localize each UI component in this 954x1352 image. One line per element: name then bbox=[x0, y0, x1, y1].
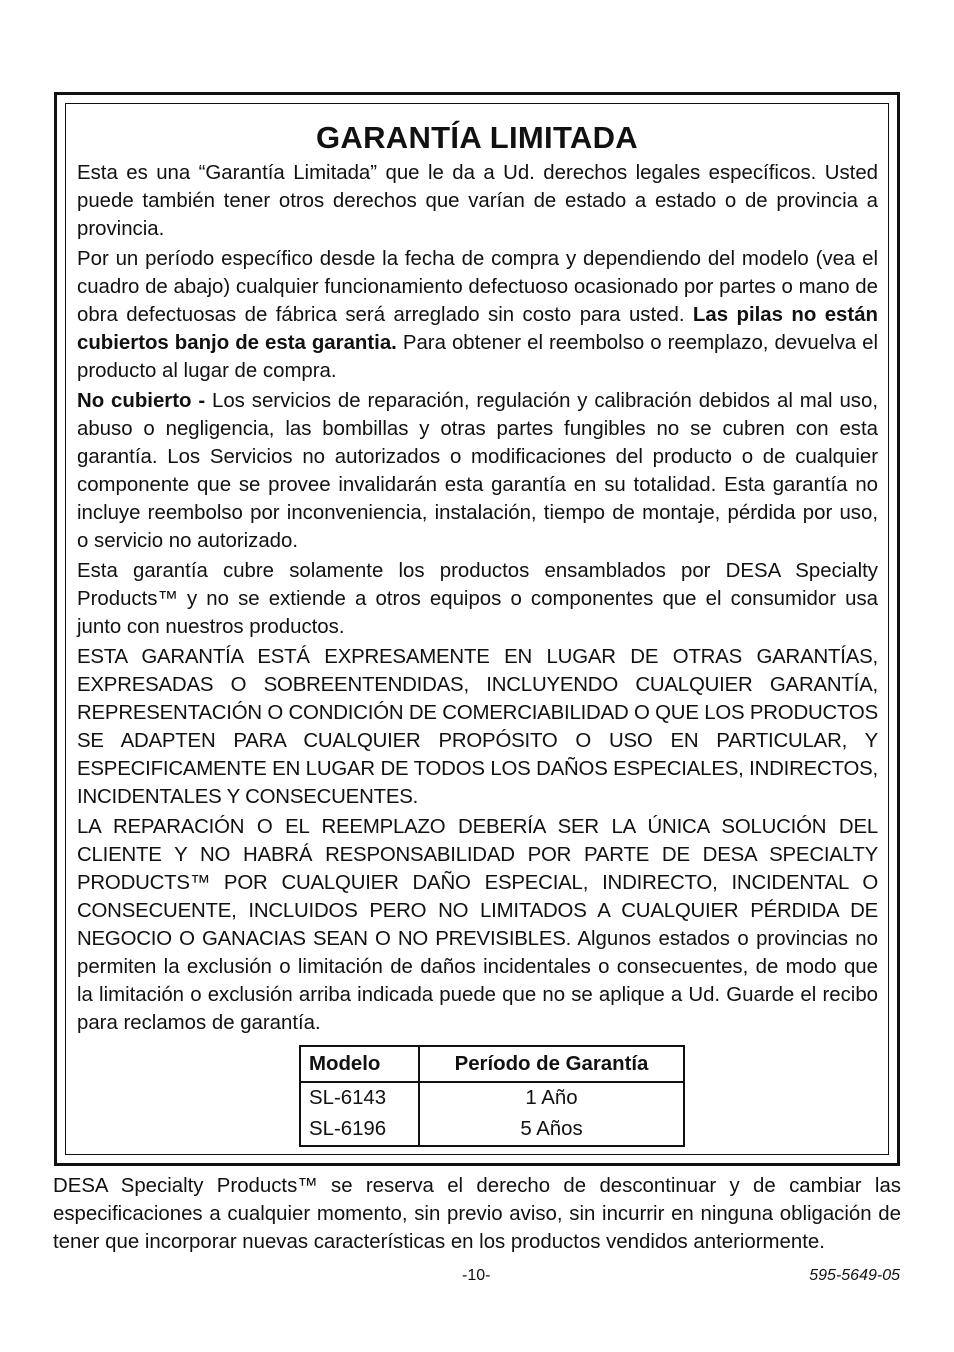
footer-notice: DESA Specialty Products™ se reserva el derecho de descontinuar y de cambiar las especificaciones a cualquier momento, sin previo aviso, sin incurrir en ninguna obligación de tener que incorporar nuevas características en los productos vendidos anteriormente. bbox=[53, 1175, 901, 1253]
remedy-paragraph bbox=[77, 813, 878, 1037]
disclaimer-paragraph bbox=[77, 643, 878, 811]
not-covered-label: No cubierto - bbox=[77, 390, 206, 412]
intro-paragraph bbox=[77, 159, 878, 243]
page-number: -10- bbox=[462, 1267, 491, 1284]
disclaimer-text: ESTA GARANTÍA ESTÁ EXPRESAMENTE EN LUGAR DE OTRAS GARANTÍAS, EXPRESADAS O SOBREENTENDIDAS, INCLUYENDO CUALQUIER GARANTÍA, REPRESENTACIÓN O CONDICIÓN DE COMERCIABILIDAD O QUE LOS PRODUCTOS SE ADAPTEN PARA CUALQUIER PROPÓSITO O USO EN PARTICULAR, Y ESPECIFICAMENTE EN LUGAR DE TODOS LOS DAÑOS ESPECIALES, INDIRECTOS, INCIDENTALES Y CONSECUENTES. bbox=[77, 646, 878, 808]
scope-paragraph bbox=[77, 557, 878, 641]
warranty-inner-border bbox=[65, 103, 889, 1155]
table-header-row bbox=[300, 1046, 684, 1082]
coverage-text-start: Por un período específico desde la fecha de compra y dependiendo del modelo (vea el cuadro de abajo) cualquier funcionamiento defectuoso ocasionado por partes o mano de obra defectuosas de fábrica será arreglado sin costo para usted. bbox=[77, 248, 878, 326]
coverage-text-end: Para obtener el reembolso o reemplazo, devuelva el producto al lugar de compra. bbox=[77, 332, 878, 382]
remedy-rest-text: Algunos estados o provincias no permiten la exclusión o limitación de daños incidentales o consecuentes, de modo que la limitación o exclusión arriba indicada puede que no se aplique a Ud. Guarde el recibo para reclamos de garantía. bbox=[77, 928, 878, 1034]
period-cell: 5 Años bbox=[520, 1118, 583, 1140]
table-row bbox=[300, 1082, 684, 1114]
batteries-notice: Las pilas no están cubiertos banjo de esta garantia. bbox=[77, 304, 878, 354]
model-cell: SL-6143 bbox=[300, 1082, 419, 1114]
scope-text: Esta garantía cubre solamente los productos ensamblados por DESA Specialty Products™ y no se extiende a otros equipos o componentes que el consumidor usa junto con nuestros productos. bbox=[77, 560, 878, 638]
intro-text: Esta es una “Garantía Limitada” que le da a Ud. derechos legales específicos. Usted puede también tener otros derechos que varían de estado a estado o de provincia a provincia. bbox=[77, 162, 878, 240]
coverage-paragraph bbox=[77, 245, 878, 385]
warranty-period-table bbox=[299, 1045, 685, 1147]
not-covered-paragraph bbox=[77, 387, 878, 555]
period-cell: 1 Año bbox=[525, 1087, 578, 1109]
model-cell: SL-6196 bbox=[300, 1114, 419, 1146]
period-column-header: Período de Garantía bbox=[419, 1046, 684, 1082]
document-number: 595-5649-05 bbox=[809, 1267, 900, 1284]
warranty-title: GARANTÍA LIMITADA bbox=[316, 120, 638, 155]
remedy-upper-text: LA REPARACIÓN O EL REEMPLAZO DEBERÍA SER LA ÚNICA SOLUCIÓN DEL CLIENTE Y NO HABRÁ RESPONSABILIDAD POR PARTE DE DESA SPECIALTY PRODUCTS™ POR CUALQUIER DAÑO ESPECIAL, INDIRECTO, INCIDENTAL O CONSECUENTE, INCLUIDOS PERO NO LIMITADOS A CUALQUIER PÉRDIDA DE NEGOCIO O GANACIAS SEAN O NO PREVISIBLES. bbox=[77, 816, 878, 950]
not-covered-text: Los servicios de reparación, regulación y calibración debidos al mal uso, abuso o negligencia, las bombillas y otras partes fungibles no se cubren con esta garantía. Los Servicios no autorizados o modificaciones del producto o de cualquier componente que se provee invalidarán esta garantía en su totalidad. Esta garantía no incluye reembolso por inconveniencia, instalación, tiempo de montaje, pérdida por uso, o servicio no autorizado. bbox=[77, 390, 878, 552]
warranty-body bbox=[77, 159, 878, 1039]
warranty-box bbox=[54, 92, 900, 1166]
table-row bbox=[300, 1114, 684, 1146]
model-column-header: Modelo bbox=[300, 1046, 419, 1082]
